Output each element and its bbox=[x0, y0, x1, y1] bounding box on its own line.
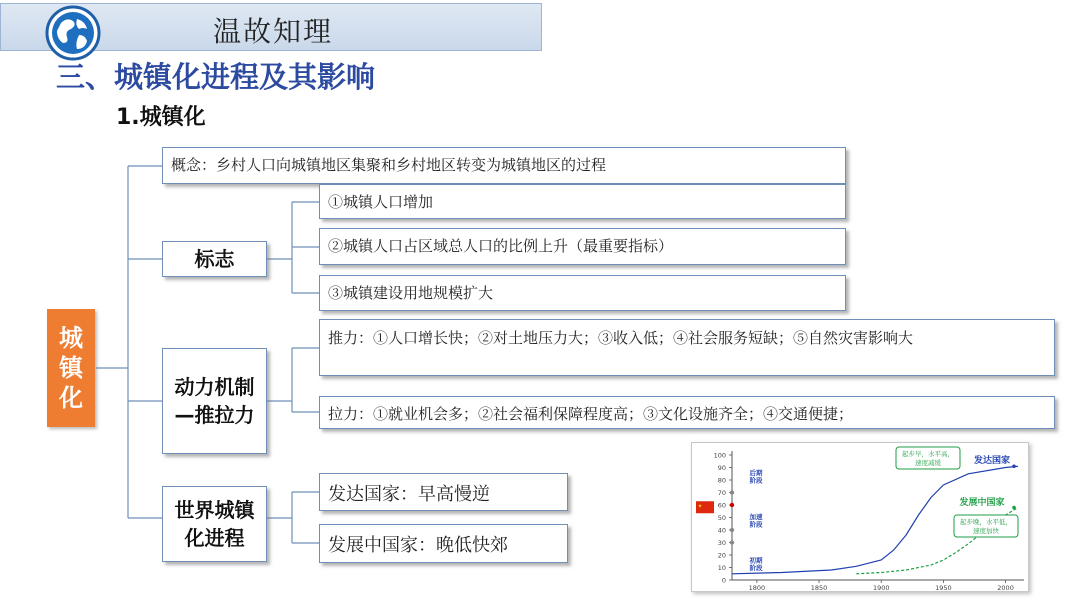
y-tick-label: 100 bbox=[713, 451, 726, 460]
y-tick-label: 40 bbox=[717, 526, 726, 535]
developed-note: 起步早，水平高， bbox=[902, 450, 954, 458]
developing-box bbox=[319, 524, 568, 563]
concept-text: 概念：乡村人口向城镇地区集聚和乡村地区转变为城镇地区的过程 bbox=[171, 156, 607, 174]
sign-item bbox=[319, 184, 846, 219]
developing-text: 发展中国家：晚低快郊 bbox=[328, 535, 508, 556]
china-marker-dot bbox=[730, 503, 734, 507]
stage-label: 加速 bbox=[749, 512, 763, 521]
flag-star: ★ bbox=[697, 503, 703, 510]
root-node-urbanization: 城镇化 bbox=[47, 309, 95, 427]
y-tick-label: 30 bbox=[717, 539, 726, 547]
x-tick-label: 1950 bbox=[935, 584, 952, 592]
world-process-node: 世界城镇化进程 bbox=[162, 486, 267, 562]
chart-svg bbox=[692, 443, 1030, 593]
concept-box bbox=[162, 147, 846, 184]
signs-node: 标志 bbox=[162, 241, 267, 277]
urbanization-curve-chart bbox=[691, 442, 1029, 592]
stage-label: 初期 bbox=[749, 556, 763, 565]
y-tick-label: 10 bbox=[717, 564, 726, 572]
stage-dot bbox=[730, 490, 734, 494]
developing-note: 起步晚，水平低， bbox=[960, 518, 1012, 526]
mechanism-node: 动力机制—推拉力 bbox=[162, 348, 267, 454]
stage-label: 阶段 bbox=[749, 520, 763, 529]
y-tick-label: 0 bbox=[721, 576, 726, 585]
pull-factors-text: 拉力：①就业机会多；②社会福利保障程度高；③文化设施齐全；④交通便捷； bbox=[328, 405, 854, 423]
subsection-heading: 1.城镇化 bbox=[116, 105, 206, 130]
section-heading: 三、城镇化进程及其影响 bbox=[56, 60, 376, 94]
developed-note: 速度减缓 bbox=[915, 459, 941, 467]
x-tick-label: 1850 bbox=[810, 584, 828, 592]
sign-item-text: ①城镇人口增加 bbox=[328, 193, 434, 211]
developed-text: 发达国家：早高慢逆 bbox=[328, 484, 490, 505]
series-label: 发达国家 bbox=[973, 456, 1011, 466]
stage-dot bbox=[730, 528, 734, 532]
y-tick-label: 90 bbox=[717, 464, 726, 472]
series-end-point bbox=[1012, 506, 1016, 510]
developed-box bbox=[319, 473, 568, 511]
series-end-point bbox=[1012, 464, 1016, 468]
y-tick-label: 60 bbox=[717, 501, 726, 510]
x-tick-label: 1900 bbox=[872, 584, 890, 592]
series-label: 发展中国家 bbox=[959, 498, 1005, 508]
stage-label: 阶段 bbox=[749, 564, 763, 572]
stage-label: 后期 bbox=[749, 469, 763, 477]
banner-title: 温故知理 bbox=[213, 15, 334, 48]
sign-item bbox=[319, 228, 846, 265]
y-tick-label: 20 bbox=[717, 551, 726, 560]
sign-item-text: ②城镇人口占区域总人口的比例上升（最重要指标） bbox=[328, 237, 674, 255]
sign-item bbox=[319, 275, 846, 311]
x-tick-label: 1800 bbox=[748, 584, 766, 592]
y-tick-label: 70 bbox=[717, 489, 726, 497]
y-tick-label: 50 bbox=[717, 514, 726, 522]
push-factors-text: 推力：①人口增长快；②对土地压力大；③收入低；④社会服务短缺；⑤自然灾害影响大 bbox=[328, 329, 914, 347]
stage-label: 阶段 bbox=[749, 476, 763, 485]
push-factors-box bbox=[319, 319, 1055, 376]
y-tick-label: 80 bbox=[717, 476, 726, 485]
sign-item-text: ③城镇建设用地规模扩大 bbox=[328, 284, 494, 302]
x-tick-label: 2000 bbox=[997, 584, 1014, 592]
developing-note: 速度加快 bbox=[973, 527, 999, 535]
pull-factors-box bbox=[319, 396, 1055, 429]
stage-dot bbox=[730, 540, 734, 544]
